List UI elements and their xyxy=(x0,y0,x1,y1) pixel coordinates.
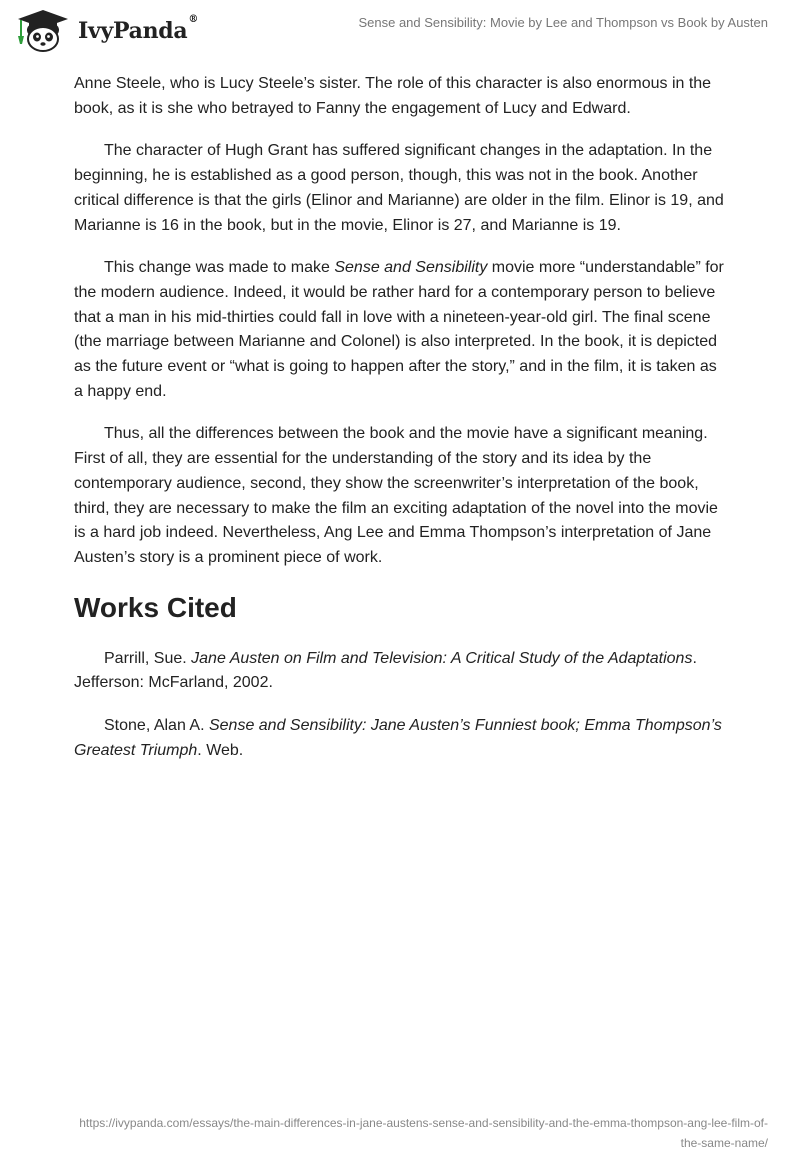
registered-mark: ® xyxy=(188,14,199,25)
citation-title: Jane Austen on Film and Television: A Critical Study of the Adaptations xyxy=(191,649,693,667)
essay-content xyxy=(74,72,730,781)
paragraph-3 xyxy=(74,256,730,404)
paragraph-4: Thus, all the differences between the book and the movie have a significant meaning. First of all, they are essential for the understanding of the story and its idea by the contemporary audience, second, they show the screenwriter’s interpretation of the book, third, they are necessary to make the film an exciting adaptation of the novel into the movie is a hard job indeed. Nevertheless, Ang Lee and Emma Thompson’s interpretation of Jane Austen’s story is a prominent piece of work. xyxy=(74,425,718,566)
citation-title: Sense and Sensibility: Jane Austen’s Funniest book; Emma Thompson’s Greatest Triumph xyxy=(74,717,722,759)
paragraph-3-body: movie more “understandable” for the modern audience. Indeed, it would be rather hard for a contemporary person to believe that a man in his mid-thirties could fall in love with a nineteen-year-old girl. The final scene (the marriage between Marianne and Colonel) is also interpreted. In the book, it is depicted as the future event or “what is going to happen after the story,” and in the film, it is taken as a happy end. xyxy=(74,259,724,400)
document-title: Sense and Sensibility: Movie by Lee and Thompson vs Book by Austen xyxy=(358,15,768,30)
works-cited-heading: Works Cited xyxy=(74,591,237,623)
citation-publication: . Web. xyxy=(197,741,244,759)
citation-entry xyxy=(74,714,730,763)
film-title: Sense and Sensibility xyxy=(334,259,488,277)
source-url-text[interactable]: https://ivypanda.com/essays/the-main-differences-in-jane-austens-sense-and-sensibility-and-the-emma-thompson-ang-lee-film-of- the-same-name/ xyxy=(79,1116,768,1150)
logo-text: IvyPanda® xyxy=(78,14,199,44)
paragraph-1: Anne Steele, who is Lucy Steele’s sister. The role of this character is also enormous in the book, as it is she who betrayed to Fanny the engagement of Lucy and Edward. xyxy=(74,75,712,117)
site-logo[interactable] xyxy=(14,8,198,52)
page-header xyxy=(0,0,800,60)
citation-author: Stone, Alan A. xyxy=(104,717,209,735)
panda-graduate-icon xyxy=(14,8,72,52)
citation-entry xyxy=(74,647,730,696)
source-url[interactable] xyxy=(38,1113,768,1153)
paragraph-2: The character of Hugh Grant has suffered significant changes in the adaptation. In the beginning, he is established as a good person, though, this was not in the book. Another critical difference is that the girls (Elinor and Marianne) are older in the film. Elinor is 19, and Marianne is 16 in the book, but in the movie, Elinor is 27, and Marianne is 19. xyxy=(74,142,724,234)
citation-publication: . Jefferson: McFarland, 2002. xyxy=(74,649,697,692)
citation-author: Parrill, Sue. xyxy=(104,649,192,667)
paragraph-3-intro: This change was made to make xyxy=(104,259,335,277)
